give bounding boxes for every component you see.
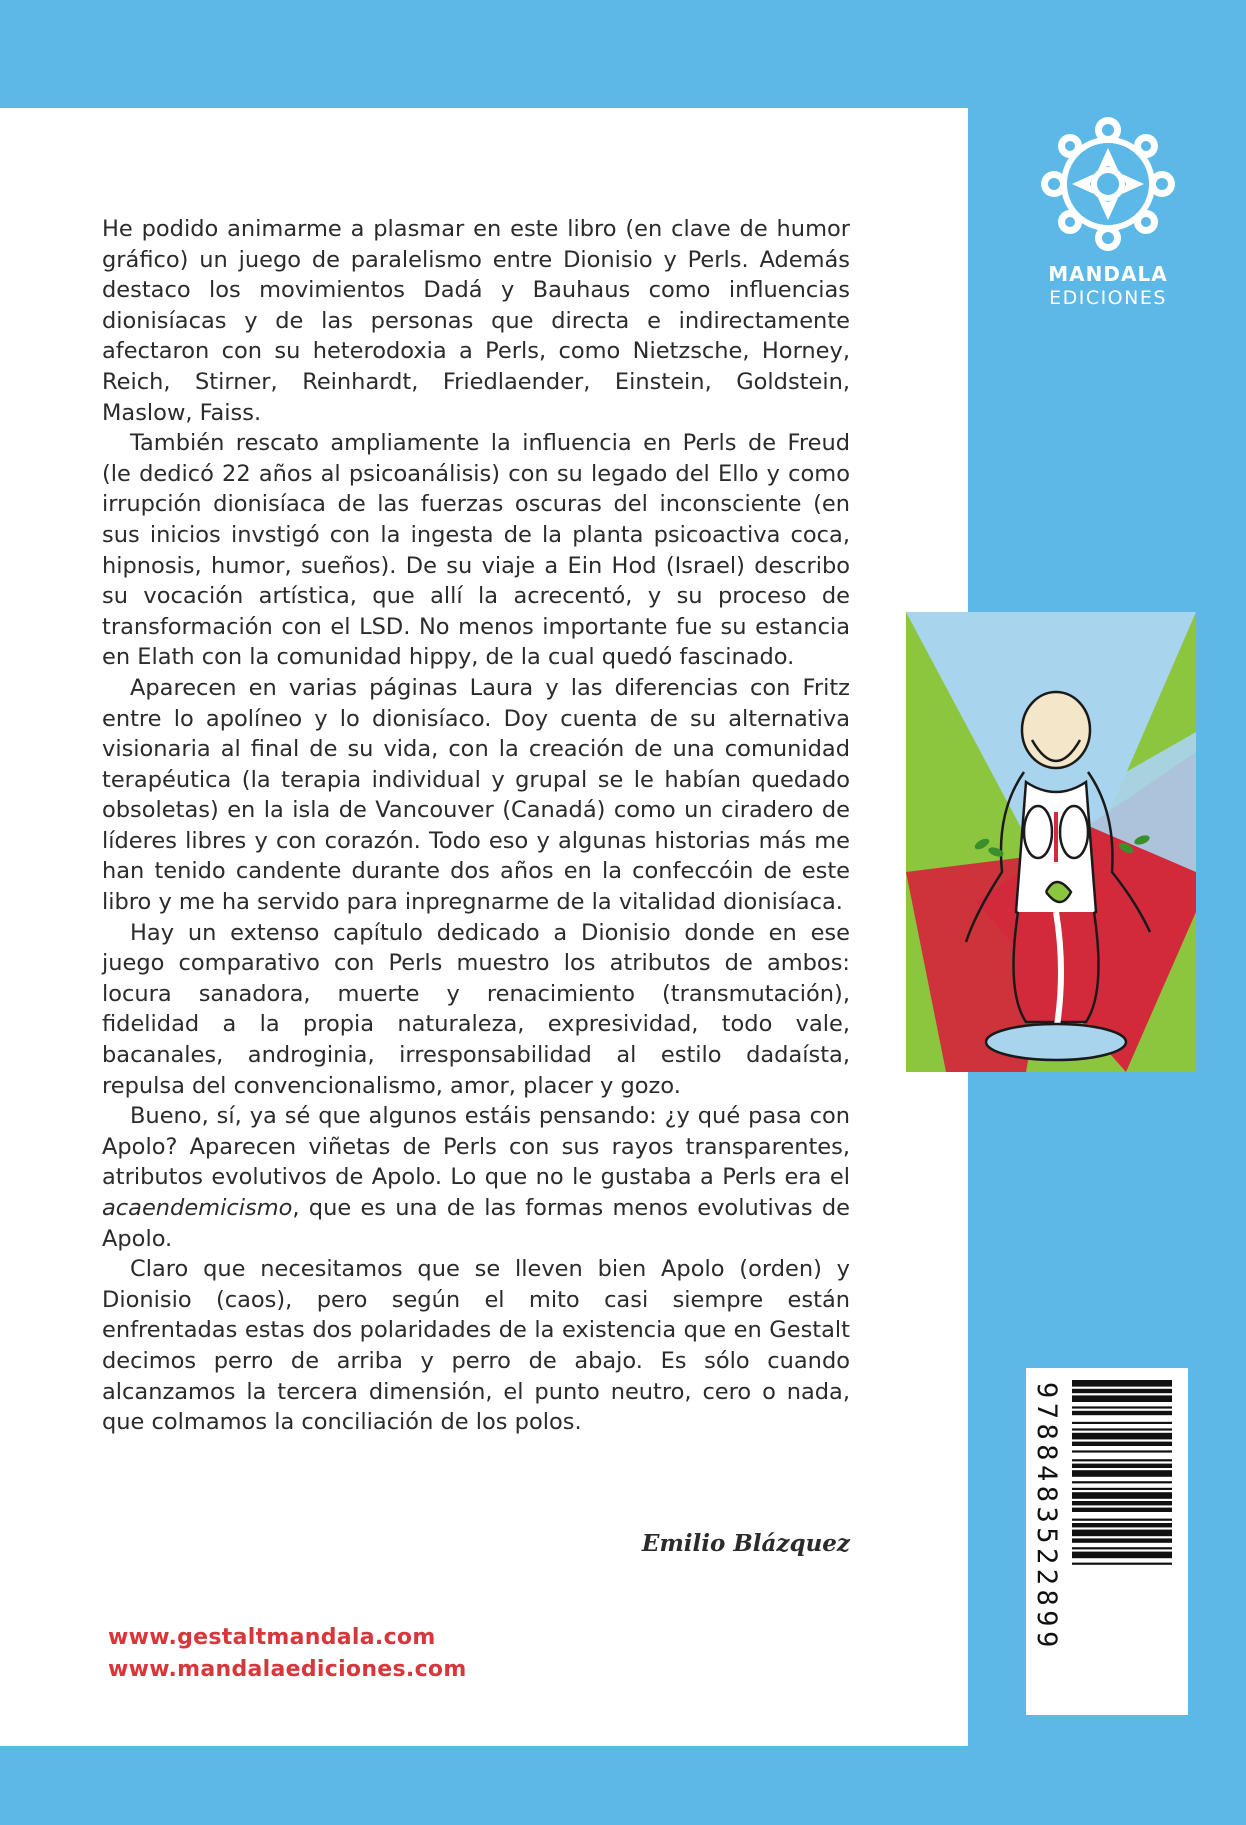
publisher-name: MANDALA <box>1048 262 1168 286</box>
blurb-text <box>102 214 850 1438</box>
website-link[interactable]: www.gestaltmandala.com <box>108 1625 436 1650</box>
paragraph: He podido animarme a plasmar en este libro (en clave de humor gráfico) un juego de paralelismo entre Dionisio y Perls. Además destaco los movimientos Dadá y Bauhaus como influencias dionisíacas y de las personas que directa e indirectamente afectaron con su heterodoxia a Perls, como Nietzsche, Horney, Reich, Stirner, Reinhardt, Friedlaender, Einstein, Goldstein, Maslow, Faiss. <box>102 216 850 426</box>
website-link[interactable]: www.mandalaediciones.com <box>108 1657 467 1682</box>
author-signature: Emilio Blázquez <box>641 1530 850 1557</box>
paragraph: Aparecen en varias páginas Laura y las diferencias con Fritz entre lo apolíneo y lo dionisíaco. Doy cuenta de su alternativa visionaria al final de su vida, con la creación de una comunidad terapéutica (la terapia individual y grupal se le habían quedado obsoletas) en la isla de Vancouver (Canadá) como un ciradero de líderes libres y con corazón. Todo eso y algunas historias más me han tenido candente durante dos años en la confeccóin de este libro y me ha servido para inpregnarme de la vitalidad dionisíaca. <box>102 674 850 916</box>
paragraph: Hay un extenso capítulo dedicado a Dionisio donde en ese juego comparativo con Perls muestro los atributos de ambos: locura sanadora, muerte y renacimiento (transmutación), fidelidad a la propia naturaleza, expresividad, todo vale, bacanales, androginia, irresponsabilidad al estilo dadaísta, repulsa del convencionalismo, amor, placer y gozo. <box>102 919 850 1099</box>
publisher-subname: EDICIONES <box>1049 287 1167 309</box>
barcode-icon <box>1068 1368 1180 1715</box>
isbn-number: 9788483522899 <box>1031 1382 1062 1652</box>
publisher-logo <box>1028 110 1188 320</box>
paragraph: También rescato ampliamente la influencia en Perls de Freud (le dedicó 22 años al psicoanálisis) con su legado del Ello y como irrupción dionisíaca de las fuerzas oscuras del inconsciente (en sus inicios invstigó con la ingesta de la planta psicoactiva coca, hipnosis, humor, sueños). De su viaje a Ein Hod (Israel) describo su vocación artística, que allí la acrecentó, y su proceso de transformación con el LSD. No menos importante fue su estancia en Elath con la comunidad hippy, de la cual quedó fascinado. <box>102 430 850 671</box>
paragraph-part: , que es una de las formas menos evolutivas de Apolo. <box>102 1195 850 1252</box>
italic-term: acaendemicismo <box>102 1195 293 1221</box>
perls-drawing-icon <box>906 612 1196 1072</box>
paragraph-part: Bueno, sí, ya sé que algunos estáis pensando: ¿y qué pasa con Apolo? Aparecen viñetas de Perls con sus rayos transparentes, atributos evolutivos de Apolo. Lo que no le gustaba a Perls era el <box>102 1103 850 1191</box>
paragraph: Claro que necesitamos que se lleven bien Apolo (orden) y Dionisio (caos), pero según el mito casi siempre están enfrentadas estas dos polaridades de la existencia que en Gestalt decimos perro de arriba y perro de abajo. Es sólo cuando alcanzamos la tercera dimensión, el punto neutro, cero o nada, que colmamos la conciliación de los polos. <box>102 1256 850 1436</box>
mandala-icon <box>1028 110 1188 260</box>
isbn-barcode <box>1026 1368 1188 1715</box>
paragraph <box>102 1101 850 1254</box>
website-links <box>108 1622 467 1686</box>
cover-illustration <box>906 612 1196 1072</box>
